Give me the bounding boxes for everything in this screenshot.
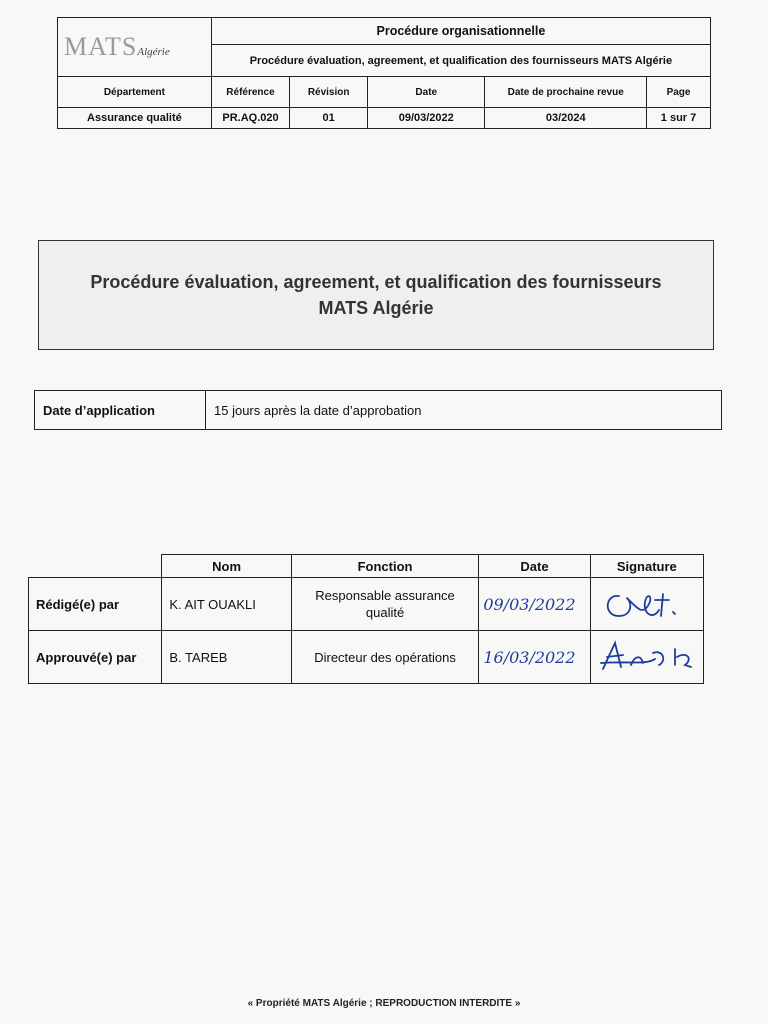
- name-redige: K. AIT OUAKLI: [162, 578, 291, 631]
- function-redige: Responsable assurance qualité: [291, 578, 479, 631]
- signature-redige: [590, 578, 703, 631]
- label-page: Page: [647, 77, 711, 108]
- approval-row-approuve: [29, 631, 704, 684]
- label-departement: Département: [58, 77, 212, 108]
- handwritten-date-approuve: 16/03/2022: [483, 647, 576, 667]
- document-title: [56, 269, 696, 321]
- value-page: 1 sur 7: [647, 108, 711, 129]
- date-cell-approuve: [479, 631, 590, 684]
- approval-table: [28, 554, 704, 684]
- value-revision: 01: [290, 108, 368, 129]
- label-reference: Référence: [211, 77, 289, 108]
- signature-icon: [597, 635, 701, 679]
- title-line-2: MATS Algérie: [318, 298, 434, 318]
- company-logo: [58, 18, 212, 77]
- document-type: Procédure organisationnelle: [211, 18, 710, 45]
- col-signature: Signature: [590, 555, 703, 578]
- col-date: Date: [479, 555, 590, 578]
- approval-corner: [29, 555, 162, 578]
- label-date: Date: [368, 77, 485, 108]
- name-approuve: B. TAREB: [162, 631, 291, 684]
- application-date-table: [34, 390, 722, 430]
- value-departement: Assurance qualité: [58, 108, 212, 129]
- title-line-1: Procédure évaluation, agreement, et qualification des fournisseurs: [90, 272, 662, 292]
- approval-row-redige: [29, 578, 704, 631]
- handwritten-date-redige: 09/03/2022: [483, 594, 576, 614]
- value-reference: PR.AQ.020: [211, 108, 289, 129]
- application-date-label: Date d’application: [35, 391, 206, 430]
- document-title-box: [38, 240, 714, 350]
- logo-text: MATS: [64, 32, 138, 61]
- header-values-row: [58, 108, 711, 129]
- row-label-approuve: Approuvé(e) par: [29, 631, 162, 684]
- header-labels-row: [58, 77, 711, 108]
- label-revision: Révision: [290, 77, 368, 108]
- footer-notice: « Propriété MATS Algérie ; REPRODUCTION INTERDITE »: [247, 998, 521, 1009]
- col-nom: Nom: [162, 555, 291, 578]
- value-next-review: 03/2024: [485, 108, 647, 129]
- signature-approuve: [590, 631, 703, 684]
- col-fonction: Fonction: [291, 555, 479, 578]
- row-label-redige: Rédigé(e) par: [29, 578, 162, 631]
- logo-subtext: Algérie: [137, 46, 170, 58]
- function-approuve: Directeur des opérations: [291, 631, 479, 684]
- label-next-review: Date de prochaine revue: [485, 77, 647, 108]
- value-date: 09/03/2022: [368, 108, 485, 129]
- date-cell-redige: [479, 578, 590, 631]
- document-title-header: Procédure évaluation, agreement, et qualification des fournisseurs MATS Algérie: [211, 45, 710, 77]
- application-date-value: 15 jours après la date d’approbation: [206, 391, 722, 430]
- document-header: [57, 17, 711, 129]
- signature-icon: [597, 582, 697, 626]
